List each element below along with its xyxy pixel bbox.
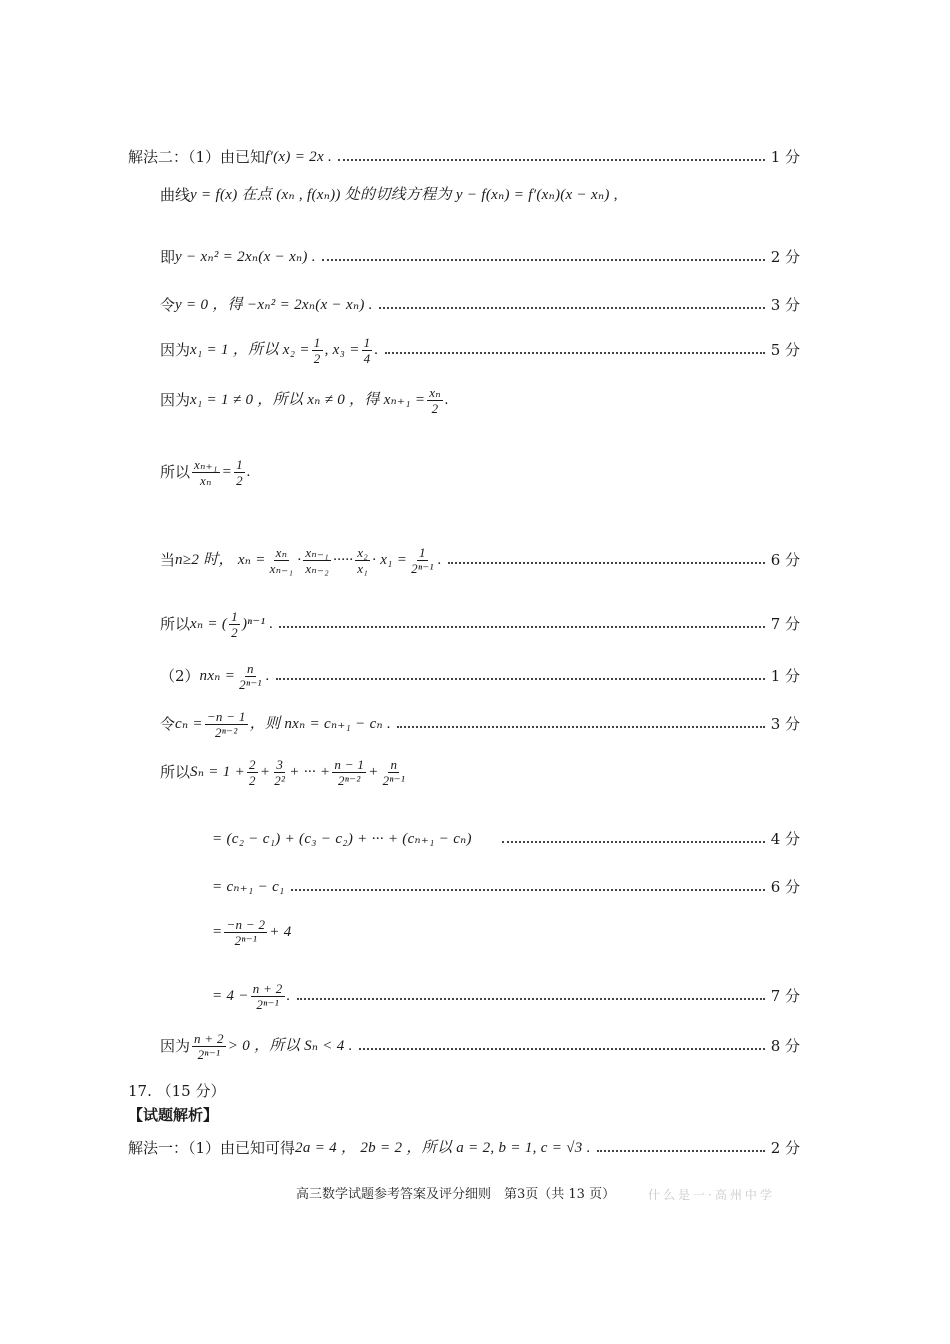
- line-17-prefix: 因为: [160, 1037, 191, 1055]
- line-4: [160, 298, 800, 313]
- line-5: 因为 x₁ = 1 ，所以 x₂ = $\frac{1}{2}$ , x₃ = $\frac{1}{4}$ . 5 分: [160, 335, 800, 366]
- fraction: $\frac{\text{x₂}}{\text{x₁}}$: [357, 545, 369, 576]
- line-5-score: 5 分: [770, 341, 800, 359]
- fraction: $\frac{1}{2}$: [236, 457, 243, 488]
- solution-1-formula: 2a = 4 ， 2b = 2 ，所以 a = 2, b = 1, c = √3 .: [295, 1140, 591, 1156]
- fraction: $\frac{\text{xₙ}}{\text{xₙ₋₁}}$: [269, 545, 294, 576]
- line-6: 因为 x₁ = 1 ≠ 0 ，所以 xₙ ≠ 0 ，得 xₙ₊₁ = $\frac{\text{xₙ}}{2}$ .: [160, 385, 449, 416]
- dot-leader: [502, 841, 765, 843]
- fraction: $\frac{n}{\text{2ⁿ⁻¹}}$: [239, 661, 262, 692]
- line-16-formula: = 4 −: [212, 988, 249, 1004]
- dot-leader: [322, 259, 765, 261]
- fraction: $\frac{n}{\text{2ⁿ⁻¹}}$: [382, 757, 406, 788]
- line-14-formula: = cₙ₊₁ − c₁: [212, 879, 285, 895]
- line-9: 所以 xₙ = ( $\frac{1}{2}$ )ⁿ⁻¹ . 7 分: [160, 609, 800, 640]
- line-13-score: 4 分: [770, 830, 800, 848]
- line-4-formula: y = 0 ，得 −xₙ² = 2xₙ(x − xₙ) .: [175, 297, 373, 313]
- line-15: = $\frac{-n - 2}{\text{2ⁿ⁻¹}}$ + 4: [212, 917, 292, 948]
- line-6-formula: x₁ = 1 ≠ 0 ，所以 xₙ ≠ 0 ，得 xₙ₊₁ =: [190, 392, 426, 408]
- line-10-score: 1 分: [770, 667, 800, 685]
- line-3: [160, 250, 800, 265]
- line-3-formula: y − xₙ² = 2xₙ(x − xₙ) .: [175, 249, 316, 265]
- line-13: [212, 832, 800, 847]
- line-3-prefix: 即: [160, 248, 176, 266]
- line-8-formula: n≥2 时， xₙ =: [175, 552, 266, 568]
- line-10-prefix: （2）: [160, 667, 200, 685]
- line-13-formula: = (c₂ − c₁) + (c₃ − c₂) + ··· + (cₙ₊₁ − cₙ): [212, 831, 472, 847]
- line-17: 因为 $\frac{n + 2}{\text{2ⁿ⁻¹}}$ > 0 ，所以 Sₙ < 4 . 8 分: [160, 1031, 800, 1062]
- fraction: $\frac{\text{xₙ}}{2}$: [429, 385, 441, 416]
- dot-leader: [385, 352, 765, 354]
- line-10-formula: nxₙ =: [199, 668, 236, 684]
- line-2-formula: y = f(x) 在点 (xₙ , f(xₙ)) 处的切线方程为 y − f(xₙ) = f′(xₙ)(x − xₙ) ,: [190, 187, 618, 203]
- dot-leader: [379, 307, 765, 309]
- line-9-formula: xₙ = (: [190, 616, 228, 632]
- fraction: $\frac{\text{xₙ₋₁}}{\text{xₙ₋₂}}$: [305, 545, 329, 576]
- fraction: $\frac{2}{2}$: [249, 757, 256, 788]
- fraction: $\frac{1}{2}$: [231, 609, 238, 640]
- line-1: [128, 150, 800, 165]
- line-5-formula: x₁ = 1 ，所以 x₂ =: [190, 342, 310, 358]
- watermark: 什么是一·高州中学: [648, 1188, 775, 1202]
- line-2: [160, 188, 618, 203]
- fraction: $\frac{n - 1}{\text{2ⁿ⁻²}}$: [334, 757, 365, 788]
- line-11-score: 3 分: [770, 715, 800, 733]
- fraction: $\frac{3}{\text{2²}}$: [274, 757, 286, 788]
- line-14-score: 6 分: [770, 878, 800, 896]
- dot-leader: [448, 562, 765, 564]
- dot-leader: [291, 889, 765, 891]
- line-11: 令 cₙ = $\frac{-n - 1}{\text{2ⁿ⁻²}}$ ，则 nxₙ = cₙ₊₁ − cₙ . 3 分: [160, 709, 800, 740]
- question-17-number: 17. （15 分）: [128, 1082, 226, 1100]
- line-11-formula: cₙ =: [175, 716, 203, 732]
- line-8-prefix: 当: [160, 551, 176, 569]
- fraction: $\frac{\text{xₙ₊₁}}{\text{xₙ}}$: [194, 457, 218, 488]
- line-10: （2） nxₙ = $\frac{n}{\text{2ⁿ⁻¹}}$ . 1 分: [160, 661, 800, 692]
- dot-leader: [338, 159, 765, 161]
- line-8: 当 n≥2 时， xₙ = $\frac{\text{xₙ}}{\text{xₙ₋₁}}$ · $\frac{\text{xₙ₋₁}}{\text{xₙ₋₂}}$ ····· $\frac{\text{x₂}}{\text{x₁}}$ · x₁ = $\frac{1}{\text{2ⁿ⁻¹}}$ . 6 分: [160, 545, 800, 576]
- line-2-prefix: 曲线: [160, 186, 191, 204]
- dot-leader: [279, 626, 764, 628]
- line-12: 所以 Sₙ = 1 + $\frac{2}{2}$ + $\frac{3}{\text{2²}}$ + ··· + $\frac{n - 1}{\text{2ⁿ⁻²}}$ + $\frac{n}{\text{2ⁿ⁻¹}}$: [160, 757, 406, 788]
- line-1-prefix: 解法二：（1）由已知: [128, 148, 266, 166]
- question-17-heading: 【试题解析】: [128, 1106, 219, 1124]
- line-16-score: 7 分: [770, 987, 800, 1005]
- line-6-prefix: 因为: [160, 391, 191, 409]
- fraction: $\frac{n + 2}{\text{2ⁿ⁻¹}}$: [194, 1031, 224, 1062]
- line-1-formula: f′(x) = 2x .: [265, 149, 333, 165]
- line-15-formula: =: [212, 924, 223, 940]
- line-9-prefix: 所以: [160, 615, 191, 633]
- line-17-score: 8 分: [770, 1037, 800, 1055]
- line-5-prefix: 因为: [160, 341, 191, 359]
- line-12-formula: Sₙ = 1 +: [190, 764, 245, 780]
- solution-1-prefix: 解法一：（1）由已知可得: [128, 1139, 296, 1157]
- line-4-prefix: 令: [160, 296, 176, 314]
- line-1-score: 1 分: [770, 148, 800, 166]
- line-16: = 4 − $\frac{n + 2}{\text{2ⁿ⁻¹}}$ . 7 分: [212, 981, 800, 1012]
- line-7: 所以 $\frac{\text{xₙ₊₁}}{\text{xₙ}}$ = $\frac{1}{2}$ .: [160, 457, 251, 488]
- fraction: $\frac{n + 2}{\text{2ⁿ⁻¹}}$: [252, 981, 283, 1012]
- solution-1-score: 2 分: [770, 1139, 800, 1157]
- line-12-prefix: 所以: [160, 763, 191, 781]
- fraction: $\frac{1}{4}$: [363, 335, 371, 366]
- line-9-score: 7 分: [770, 615, 800, 633]
- dot-leader: [297, 998, 765, 1000]
- solution-1-line: [128, 1141, 800, 1156]
- fraction: $\frac{1}{\text{2ⁿ⁻¹}}$: [411, 545, 434, 576]
- line-4-score: 3 分: [770, 296, 800, 314]
- line-7-prefix: 所以: [160, 463, 191, 481]
- fraction: $\frac{-n - 1}{\text{2ⁿ⁻²}}$: [206, 709, 246, 740]
- line-11-prefix: 令: [160, 715, 176, 733]
- fraction: $\frac{-n - 2}{\text{2ⁿ⁻¹}}$: [226, 917, 266, 948]
- dot-leader: [397, 726, 765, 728]
- dot-leader: [359, 1048, 765, 1050]
- line-3-score: 2 分: [770, 248, 800, 266]
- dot-leader: [597, 1150, 765, 1152]
- fraction: $\frac{1}{2}$: [313, 335, 321, 366]
- page-footer: 高三数学试题参考答案及评分细则 第3页（共 13 页）: [296, 1187, 616, 1202]
- line-8-score: 6 分: [770, 551, 800, 569]
- line-14: [212, 880, 800, 895]
- dot-leader: [276, 678, 765, 680]
